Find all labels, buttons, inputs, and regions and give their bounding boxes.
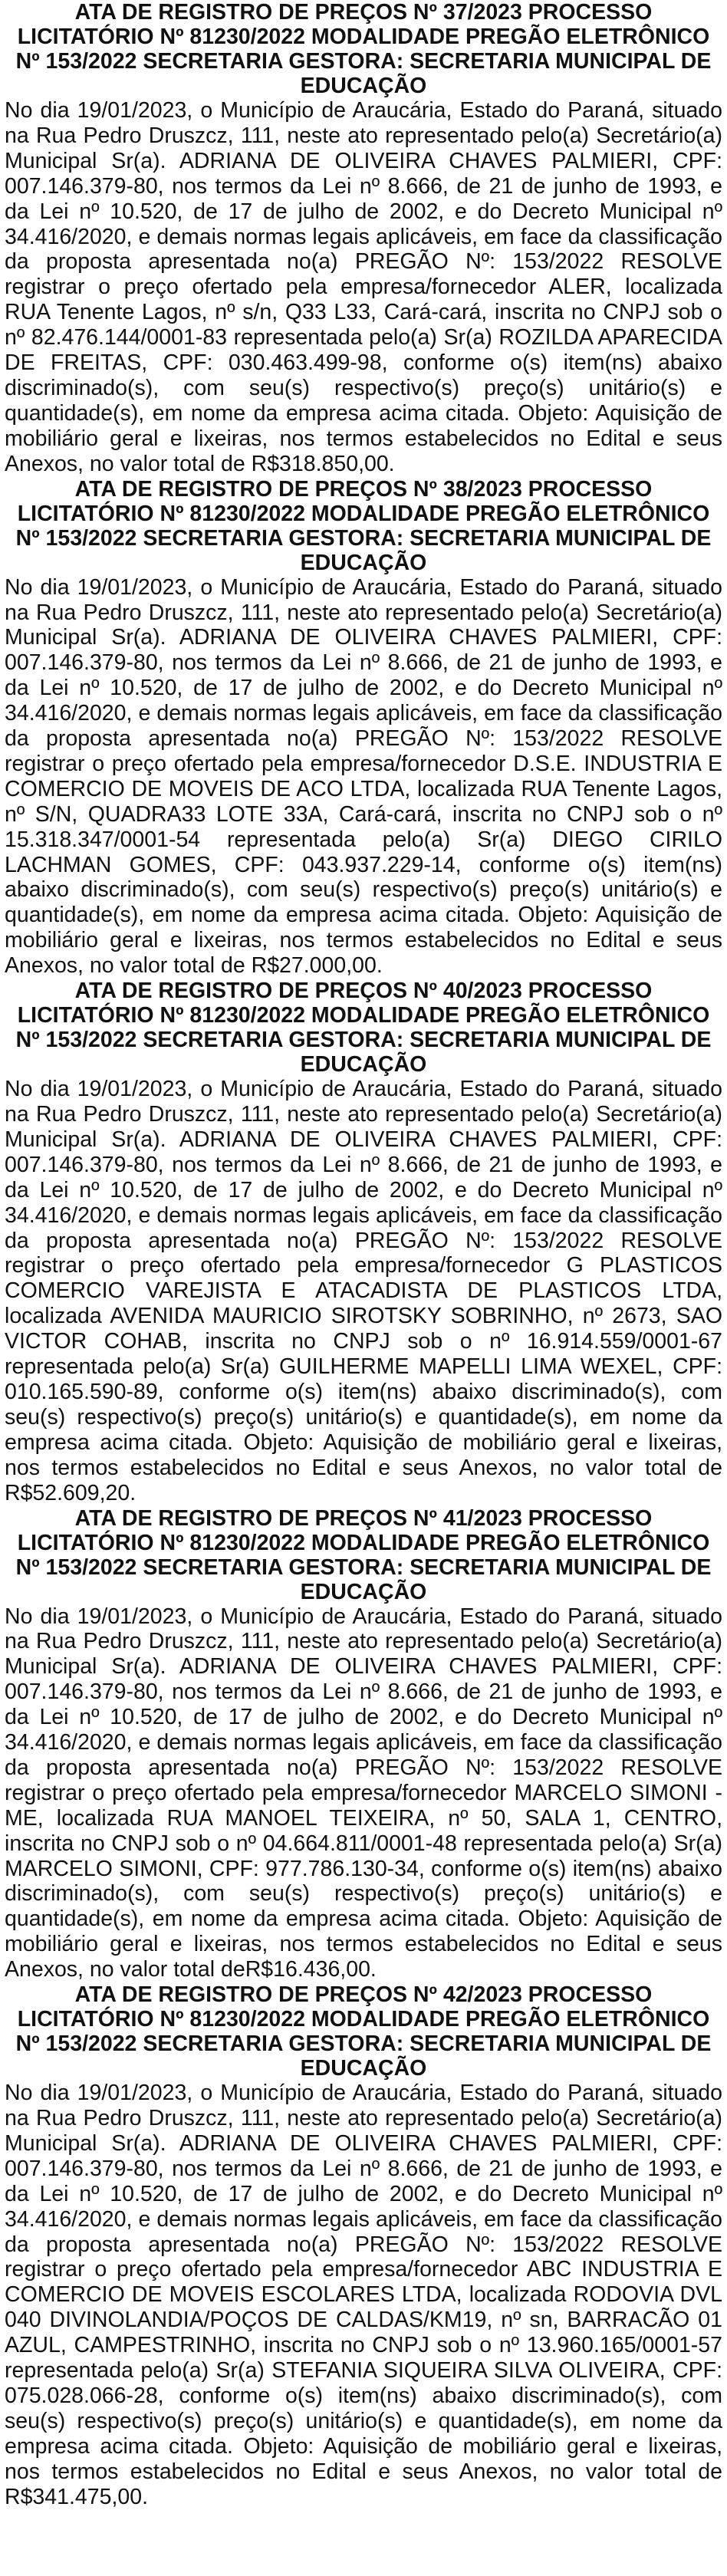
ata-title: ATA DE REGISTRO DE PREÇOS Nº 37/2023 PROCESSO LICITATÓRIO Nº 81230/2022 MODALIDADE PREGÃO ELETRÔNICO Nº 153/2022 SECRETARIA GESTORA: SECRETARIA MUNICIPAL DE EDUCAÇÃO bbox=[15, 0, 712, 98]
ata-body: No dia 19/01/2023, o Município de Araucária, Estado do Paraná, situado na Rua Pedro Druszcz, 111, neste ato representado pelo(a) Secretário(a) Municipal Sr(a). ADRIANA DE OLIVEIRA CHAVES PALMIERI, CPF: 007.146.379-80, nos termos da Lei nº 8.666, de 21 de junho de 1993, e da Lei nº 10.520, de 17 de julho de 2002, e do Decreto Municipal nº 34.416/2020, e demais normas legais aplicáveis, em face da classificação da proposta apresentada no(a) PREGÃO Nº: 153/2022 RESOLVE registrar o preço ofertado pela empresa/fornecedor ALER, localizada RUA Tenente Lagos, nº s/n, Q33 L33, Cará-cará, inscrita no CNPJ sob o nº 82.476.144/0001-83 representada pelo(a) Sr(a) ROZILDA APARECIDA DE FREITAS, CPF: 030.463.499-98, conforme o(s) item(ns) abaixo discriminado(s), com seu(s) respectivo(s) preço(s) unitário(s) e quantidade(s), em nome da empresa acima citada. Objeto: Aquisição de mobiliário geral e lixeiras, nos termos estabelecidos no Edital e seus Anexos, no valor total de R$318.850,00. bbox=[5, 98, 722, 476]
ata-42-2023 bbox=[5, 1982, 722, 2509]
ata-body: No dia 19/01/2023, o Município de Araucária, Estado do Paraná, situado na Rua Pedro Druszcz, 111, neste ato representado pelo(a) Secretário(a) Municipal Sr(a). ADRIANA DE OLIVEIRA CHAVES PALMIERI, CPF: 007.146.379-80, nos termos da Lei nº 8.666, de 21 de junho de 1993, e da Lei nº 10.520, de 17 de julho de 2002, e do Decreto Municipal nº 34.416/2020, e demais normas legais aplicáveis, em face da classificação da proposta apresentada no(a) PREGÃO Nº: 153/2022 RESOLVE registrar o preço ofertado pela empresa/fornecedor MARCELO SIMONI - ME, localizada RUA MANOEL TEIXEIRA, nº 50, SALA 1, CENTRO, inscrita no CNPJ sob o nº 04.664.811/0001-48 representada pelo(a) Sr(a) MARCELO SIMONI, CPF: 977.786.130-34, conforme o(s) item(ns) abaixo discriminado(s), com seu(s) respectivo(s) preço(s) unitário(s) e quantidade(s), em nome da empresa acima citada. Objeto: Aquisição de mobiliário geral e lixeiras, nos termos estabelecidos no Edital e seus Anexos, no valor total deR$16.436,00. bbox=[5, 1604, 722, 1982]
ata-title: ATA DE REGISTRO DE PREÇOS Nº 38/2023 PROCESSO LICITATÓRIO Nº 81230/2022 MODALIDADE PREGÃO ELETRÔNICO Nº 153/2022 SECRETARIA GESTORA: SECRETARIA MUNICIPAL DE EDUCAÇÃO bbox=[15, 476, 712, 575]
ata-38-2023 bbox=[5, 477, 722, 979]
ata-body: No dia 19/01/2023, o Município de Araucária, Estado do Paraná, situado na Rua Pedro Druszcz, 111, neste ato representado pelo(a) Secretário(a) Municipal Sr(a). ADRIANA DE OLIVEIRA CHAVES PALMIERI, CPF: 007.146.379-80, nos termos da Lei nº 8.666, de 21 de junho de 1993, e da Lei nº 10.520, de 17 de julho de 2002, e do Decreto Municipal nº 34.416/2020, e demais normas legais aplicáveis, em face da classificação da proposta apresentada no(a) PREGÃO Nº: 153/2022 RESOLVE registrar o preço ofertado pela empresa/fornecedor G PLASTICOS COMERCIO VAREJISTA E ATACADISTA DE PLASTICOS LTDA, localizada AVENIDA MAURICIO SIROTSKY SOBRINHO, nº 2673, SAO VICTOR COHAB, inscrita no CNPJ sob o nº 16.914.559/0001-67 representada pelo(a) Sr(a) GUILHERME MAPELLI LIMA WEXEL, CPF: 010.165.590-89, conforme o(s) item(ns) abaixo discriminado(s), com seu(s) respectivo(s) preço(s) unitário(s) e quantidade(s), em nome da empresa acima citada. Objeto: Aquisição de mobiliário geral e lixeiras, nos termos estabelecidos no Edital e seus Anexos, no valor total de R$52.609,20. bbox=[5, 1077, 722, 1505]
ata-title: ATA DE REGISTRO DE PREÇOS Nº 42/2023 PROCESSO LICITATÓRIO Nº 81230/2022 MODALIDADE PREGÃO ELETRÔNICO Nº 153/2022 SECRETARIA GESTORA: SECRETARIA MUNICIPAL DE EDUCAÇÃO bbox=[15, 1982, 712, 2081]
ata-body: No dia 19/01/2023, o Município de Araucária, Estado do Paraná, situado na Rua Pedro Druszcz, 111, neste ato representado pelo(a) Secretário(a) Municipal Sr(a). ADRIANA DE OLIVEIRA CHAVES PALMIERI, CPF: 007.146.379-80, nos termos da Lei nº 8.666, de 21 de junho de 1993, e da Lei nº 10.520, de 17 de julho de 2002, e do Decreto Municipal nº 34.416/2020, e demais normas legais aplicáveis, em face da classificação da proposta apresentada no(a) PREGÃO Nº: 153/2022 RESOLVE registrar o preço ofertado pela empresa/fornecedor ABC INDUSTRIA E COMERCIO DE MOVEIS ESCOLARES LTDA, localizada RODOVIA DVL 040 DIVINOLANDIA/POÇOS DE CALDAS/KM19, nº sn, BARRACÃO 01 AZUL, CAMPESTRINHO, inscrita no CNPJ sob o nº 13.960.165/0001-57 representada pelo(a) Sr(a) STEFANIA SIQUEIRA SILVA OLIVEIRA, CPF: 075.028.066-28, conforme o(s) item(ns) abaixo discriminado(s), com seu(s) respectivo(s) preço(s) unitário(s) e quantidade(s), em nome da empresa acima citada. Objeto: Aquisição de mobiliário geral e lixeiras, nos termos estabelecidos no Edital e seus Anexos, no valor total de R$341.475,00. bbox=[5, 2081, 722, 2509]
ata-title: ATA DE REGISTRO DE PREÇOS Nº 40/2023 PROCESSO LICITATÓRIO Nº 81230/2022 MODALIDADE PREGÃO ELETRÔNICO Nº 153/2022 SECRETARIA GESTORA: SECRETARIA MUNICIPAL DE EDUCAÇÃO bbox=[15, 979, 712, 1077]
ata-body: No dia 19/01/2023, o Município de Araucária, Estado do Paraná, situado na Rua Pedro Druszcz, 111, neste ato representado pelo(a) Secretário(a) Municipal Sr(a). ADRIANA DE OLIVEIRA CHAVES PALMIERI, CPF: 007.146.379-80, nos termos da Lei nº 8.666, de 21 de junho de 1993, e da Lei nº 10.520, de 17 de julho de 2002, e do Decreto Municipal nº 34.416/2020, e demais normas legais aplicáveis, em face da classificação da proposta apresentada no(a) PREGÃO Nº: 153/2022 RESOLVE registrar o preço ofertado pela empresa/fornecedor D.S.E. INDUSTRIA E COMERCIO DE MOVEIS DE ACO LTDA, localizada RUA Tenente Lagos, nº S/N, QUADRA33 LOTE 33A, Cará-cará, inscrita no CNPJ sob o nº 15.318.347/0001-54 representada pelo(a) Sr(a) DIEGO CIRILO LACHMAN GOMES, CPF: 043.937.229-14, conforme o(s) item(ns) abaixo discriminado(s), com seu(s) respectivo(s) preço(s) unitário(s) e quantidade(s), em nome da empresa acima citada. Objeto: Aquisição de mobiliário geral e lixeiras, nos termos estabelecidos no Edital e seus Anexos, no valor total de R$27.000,00. bbox=[5, 574, 722, 979]
ata-41-2023 bbox=[5, 1506, 722, 1983]
ata-37-2023 bbox=[5, 0, 722, 477]
ata-40-2023 bbox=[5, 979, 722, 1505]
ata-title: ATA DE REGISTRO DE PREÇOS Nº 41/2023 PROCESSO LICITATÓRIO Nº 81230/2022 MODALIDADE PREGÃO ELETRÔNICO Nº 153/2022 SECRETARIA GESTORA: SECRETARIA MUNICIPAL DE EDUCAÇÃO bbox=[15, 1505, 712, 1604]
